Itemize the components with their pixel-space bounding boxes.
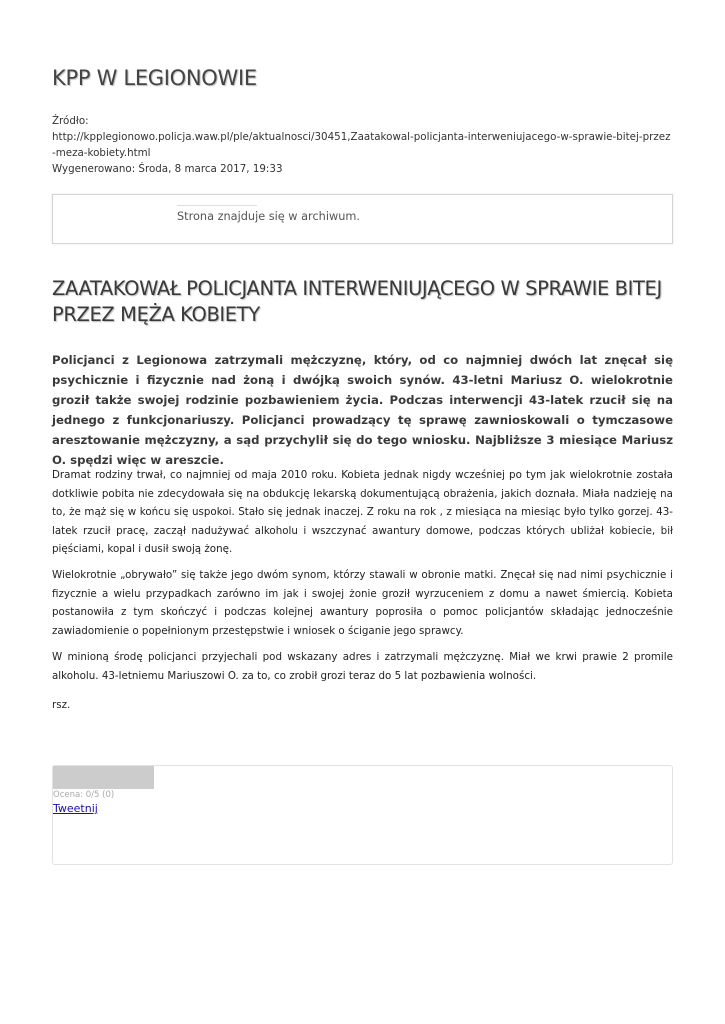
- article-paragraph: Wielokrotnie „obrywało” się także jego dwóm synom, którzy stawali w obronie matki. Znęcał się nad nimi psychicznie i fizycznie a wielu przypadkach zarówno im jak i swojej żonie groził wyrzuceniem z domu a nawet śmiercią. Kobieta postanowiła z tym skończyć i podczas kolejnej awantury poprosiła o pomoc policjantów składając jednocześnie zawiadomienie o popełnionym przestępstwie i wniosek o ściganie jego sprawcy.: [52, 569, 673, 637]
- archive-notice: [52, 194, 673, 244]
- article-signature: rsz.: [52, 699, 71, 711]
- source-meta: [52, 113, 673, 177]
- tweet-link[interactable]: Tweetnij: [53, 802, 98, 815]
- article-lead: Policjanci z Legionowa zatrzymali mężczyznę, który, od co najmniej dwóch lat znęcał się psychicznie i fizycznie nad żoną i dwójką swoich synów. 43-letni Mariusz O. wielokrotnie groził także swojej rodzinie pozbawieniem życia. Podczas interwencji 43-latek rzucił się na jednego z funkcjonariuszy. Policjanci prowadzący tę sprawę zawnioskowali o tymczasowe aresztowanie mężczyzny, a sąd przychylił się do tego wniosku. Najbliższe 3 miesiące Mariusz O. spędzi więc w areszcie.: [52, 353, 673, 467]
- rating-score: Ocena: 0/5 (0): [53, 790, 115, 800]
- source-label: Źródło:: [52, 115, 89, 127]
- archive-note: Strona znajduje się w archiwum.: [177, 210, 360, 223]
- generated-timestamp: Wygenerowano: Środa, 8 marca 2017, 19:33: [52, 163, 283, 175]
- source-url: http://kpplegionowo.policja.waw.pl/ple/aktualnosci/30451,Zaatakowal-policjanta-interweniujacego-w-sprawie-bitej-przez-meza-kobiety.html: [52, 131, 671, 159]
- archive-divider: [177, 205, 257, 206]
- article-title: ZAATAKOWAŁ POLICJANTA INTERWENIUJĄCEGO W SPRAWIE BITEJ PRZEZ MĘŻA KOBIETY: [52, 277, 662, 326]
- site-title: KPP W LEGIONOWIE: [52, 66, 257, 90]
- article-paragraph: Dramat rodziny trwał, co najmniej od maja 2010 roku. Kobieta jednak nigdy wcześniej po tym jak wielokrotnie została dotkliwie pobita nie zdecydowała się na obdukcję lekarską dokumentującą obrażenia, jakich doznała. Miała nadzieję na to, że mąż się w końcu się uspokoi. Stało się jednak inaczej. Z roku na rok , z miesiąca na miesiąc było tylko gorzej. 43-latek rzucił pracę, zaczął nadużywać alkoholu i wszczynać awantury domowe, podczas których ubliżał kobiecie, bił pięściami, kopal i dusił swoją żonę.: [52, 469, 673, 555]
- rating-stars-bar[interactable]: [53, 766, 154, 789]
- article-paragraph: W minioną środę policjanci przyjechali pod wskazany adres i zatrzymali mężczyznę. Miał we krwi prawie 2 promile alkoholu. 43-letniemu Mariuszowi O. za to, co zrobił grozi teraz do 5 lat pozbawienia wolności.: [52, 651, 673, 682]
- rating-panel: [52, 765, 673, 865]
